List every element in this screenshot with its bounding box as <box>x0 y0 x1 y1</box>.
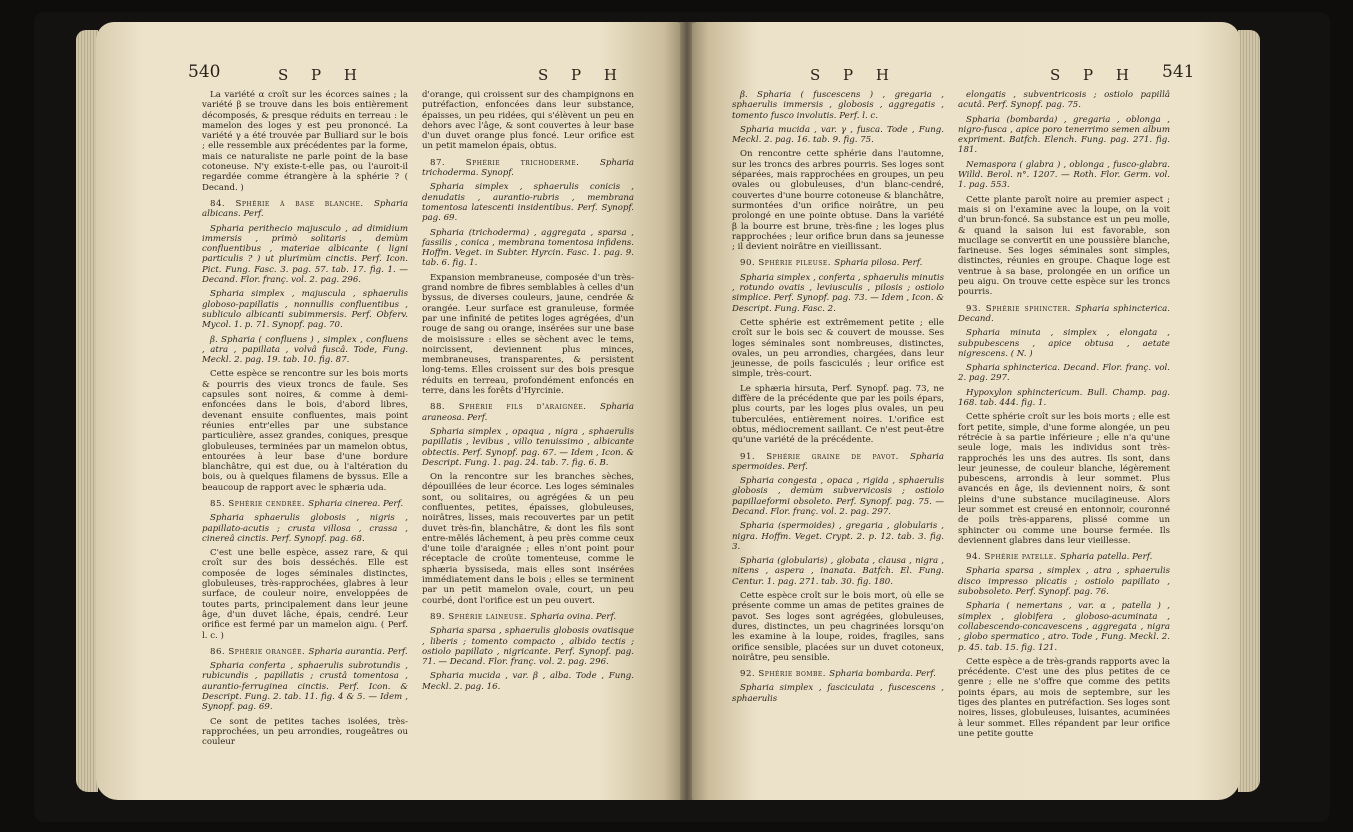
latin-binomial: Spharia trichoderma. Synopf. <box>422 157 634 179</box>
species-name: 88. Sphérie fils d'araignée. <box>430 402 600 413</box>
latin-description: Spharia (spermoides) , gregaria , globularis , nigra. Hoffm. Veget. Crypt. 2. p. 12. tab. 3. fig. 3. <box>732 521 944 552</box>
latin-binomial: Spharia spermoides. Perf. <box>732 451 944 472</box>
latin-description: Spharia sphaerulis globosis , nigris , papillato-acutis ; crusta villosa , crassa , cinereâ cinctis. Perf. Synopf. pag. 68. <box>202 513 408 544</box>
species-entry-heading <box>202 499 408 509</box>
description-paragraph: d'orange, qui croissent sur des champignons en putréfaction, enfoncées dans leur substance, épaisses, un peu ridées, qui s'élèvent un peu en dehors avec l'âge, & sont couvertes à leur base d'un duvet orange plus foncé. Leur orifice est un petit mamelon épais, obtus. <box>422 90 634 152</box>
left-page-column-1 <box>202 90 408 752</box>
description-paragraph: Cette espèce se rencontre sur les bois morts & pourris des vieux troncs de faule. Ses capsules sont noires, & comme à demi-enfoncées dans le bois, d'abord libres, devenant ensuite confluentes, mais point réunies entr'elles par une substance particulière, assez grandes, coniques, presque globuleuses, terminées par un mamelon obtus, entourées à leur base d'une bordure blanchâtre, qui est due, ou à l'altération du bois, ou à quelques filamens de byssus. Elle a beaucoup de rapport avec le sphæria uda. <box>202 369 408 493</box>
description-paragraph: C'est une belle espèce, assez rare, & qui croît sur des bois desséchés. Elle est composée de loges séminales distinctes, globuleuses, très-rapprochées, glabres à leur surface, de couleur noire, enveloppées de toutes parts, principalement dans leur jeune âge, d'un duvet lâche, épais, cendré. Leur orifice est fermé par un mamelon aigu. ( Perf. l. c. ) <box>202 548 408 641</box>
latin-description: elongatis , subventricosis ; ostiolo papillâ acutâ. Perf. Synopf. pag. 75. <box>958 90 1170 111</box>
description-paragraph: Cette sphérie est extrêmement petite ; elle croît sur le bois sec & couvert de mousse. Ses loges séminales sont nombreuses, distinctes, ovales, un peu arrondies, chargées, dans leur jeunesse, de poils fasciculés ; leur orifice est simple, très-court. <box>732 317 944 380</box>
species-name: 91. Sphérie graine de pavot. <box>740 451 910 462</box>
latin-description: Spharia sphincterica. Decand. Flor. franç. vol. 2. pag. 297. <box>958 363 1170 384</box>
species-name: 86. Sphérie orangée. <box>210 646 309 657</box>
left-page-edge <box>76 30 98 792</box>
description-paragraph: Cette espèce croît sur le bois mort, où elle se présente comme un amas de petites graines de pavot. Ses loges sont agrégées, globuleuses, dures, distinctes, un peu chagrinées lorsqu'on les examine à la loupe, roides, fragiles, sans orifice sensible, placées sur un duvet cotoneux, noirâtre, peu sensible. <box>732 591 944 663</box>
latin-description: Hypoxylon sphinctericum. Bull. Champ. pag. 168. tab. 444. fig. 1. <box>958 387 1170 409</box>
running-head-left-col1: S P H <box>278 66 366 84</box>
latin-binomial: Spharia cinerea. Perf. <box>308 498 404 509</box>
species-name: 85. Sphérie cendrée. <box>210 498 309 509</box>
page-number-left: 540 <box>188 62 221 82</box>
species-entry-heading <box>202 199 408 220</box>
right-page-column-1 <box>732 90 944 708</box>
description-paragraph: La variété α croît sur les écorces saines ; la variété β se trouve dans les bois entièrement décomposés, & presque réduits en terreau : le mamelon des loges y est peu prononcé. La variété γ a été trouvée par Bulliard sur le bois ; elle ressemble aux précédentes par la forme, mais ce naturaliste ne parle point de la base cotoneuse. N'y existe-t-elle pas, ou l'auroit-il regardée comme étrangère à la sphérie ? ( Decand. ) <box>202 90 408 193</box>
latin-description: β. Spharia ( confluens ) , simplex , confluens , atra , papillata , volvâ fuscâ. Tode, Fung. Meckl. 2. pag. 19. tab. 10. fig. 87. <box>202 334 408 366</box>
left-page-column-2 <box>422 90 634 696</box>
right-page <box>692 22 1240 800</box>
species-entry-heading <box>732 669 944 679</box>
species-name: 94. Sphérie patelle. <box>966 552 1061 563</box>
latin-description: Spharia sparsa , simplex , atra , sphaerulis disco impresso plicatis ; ostiolo papillato , subobsoleto. Perf. Synopf. pag. 76. <box>958 566 1170 598</box>
latin-binomial: Spharia ovina. Perf. <box>530 611 617 622</box>
species-name: 89. Sphérie laineuse. <box>430 611 531 622</box>
latin-description: Spharia (globularis) , globata , clausa , nigra , nitens , aspera , inanata. Batfch. El. Fung. Centur. 1. pag. 271. tab. 30. fig. 180. <box>732 556 944 587</box>
latin-binomial: Spharia pilosa. Perf. <box>834 258 923 269</box>
latin-binomial: Spharia sphincterica. Decand. <box>958 303 1171 324</box>
species-name: 87. Sphérie trichoderme. <box>430 157 600 168</box>
page-number-right: 541 <box>1162 62 1195 82</box>
latin-description: Spharia simplex , majuscula , sphaerulis globoso-papillatis , nonnullis confluentibus , subliculo albicanti subimmersis. Perf. Obferv. Mycol. 1. p. 71. Synopf. pag. 70. <box>202 289 408 331</box>
latin-description: Spharia (trichoderma) , aggregata , sparsa , fassilis , conica , membrana tomentosa infidens. Hoffm. Veget. in Subter. Hyrcin. Fasc. 1. pag. 9. tab. 6. fig. 1. <box>422 227 634 269</box>
latin-description: Spharia mucida , var. γ , fusca. Tode , Fung. Meckl. 2. pag. 16. tab. 9. fig. 75. <box>732 124 944 146</box>
latin-description: Spharia sparsa , sphaerulis globosis ovatisque , liberis ; tomento compacto , albido tectis ; ostiolo papillato , nigricante. Perf. Synopf. pag. 71. — Decand. Flor. franç. vol. 2. pag. 296. <box>422 626 634 668</box>
latin-binomial: Spharia patella. Perf. <box>1060 552 1153 563</box>
latin-description: Spharia simplex , conferta , sphaerulis minutis , rotundo ovatis , leviusculis , pilosis ; ostiolo simplice. Perf. Synopf. pag. 73. — Idem , Icon. & Descript. Fung. Fasc. 2. <box>732 272 944 314</box>
latin-description: Spharia ( nemertans , var. α , patella ) , simplex , globifera , globoso-acuminata , collabescendo-concavescens , aggregata , nigra , globo spermatico , atro. Tode , Fung. Meckl. 2. p. 45. tab. 15. fig. 121. <box>958 601 1170 653</box>
latin-description: Spharia (bombarda) , gregaria , oblonga , nigro-fusca , apice poro tenerrimo semen album expriment. Batfch. Elench. Fung. pag. 271. fig. 181. <box>958 114 1170 156</box>
description-paragraph: Cette sphérie croît sur les bois morts ; elle est fort petite, simple, d'une forme alongée, un peu rétrécie à sa partie inférieure ; elle n'a qu'une seule loge, mais les individus sont très-rapprochés les uns des autres. Ils sont, dans leur jeunesse, de couleur blanche, légèrement pubescens, arrondis à leur sommet. Plus avancés en âge, ils deviennent noirs, & sont pleins d'une substance mucilagineuse. Alors leur sommet est creusé en entonnoir, couronné de poils très-apparens, plissé comme un sphincter ou comme une bourse fermée. Ils deviennent glabres dans leur vieillesse. <box>958 412 1170 546</box>
latin-description: Spharia perithecio majusculo , ad dimidium immersis , primò solitaris , demùm confluentibus , materiae albicante ( ligni particulis ? ) ut plurimùm cinctis. Perf. Icon. Pict. Fung. Fasc. 3. pag. 57. tab. 17. fig. 1. — Decand. Flor. franç. vol. 2. pag. 296. <box>202 223 408 286</box>
description-paragraph: Cette plante paroît noire au premier aspect ; mais si on l'examine avec la loupe, on la voit d'un brun-foncé. Sa substance est un peu molle, & quand la saison lui est favorable, son mucilage se convertit en une poussière blanche, farineuse. Ses loges séminales sont simples, distinctes, réunies en groupe. Chaque loge est ventrue à sa base, prolongée en un orifice un peu aigu. On trouve cette espèce sur les troncs pourris. <box>958 194 1170 298</box>
description-paragraph: Ce sont de petites taches isolées, très-rapprochées, un peu arrondies, rougeâtres ou couleur <box>202 716 408 748</box>
species-entry-heading <box>422 612 634 622</box>
right-page-column-2 <box>958 90 1170 743</box>
running-head-left-col2: S P H <box>538 66 626 84</box>
description-paragraph: On rencontre cette sphérie dans l'automne, sur les troncs des arbres pourris. Ses loges sont séparées, mais rapprochées en groupes, un peu ovales ou globuleuses, d'un blanc-cendré, couvertes d'une bourre cotoneuse & blanchâtre, surmontées d'un orifice noirâtre, un peu prolongé en une pointe obtuse. Dans la variété β la bourre est brune, très-fine ; les loges plus rapprochées ; leur orifice brun dans sa jeunesse ; il devient noirâtre en vieillissant. <box>732 149 944 253</box>
species-entry-heading <box>958 552 1170 562</box>
running-head-right-col2: S P H <box>1050 66 1138 84</box>
description-paragraph: Le sphæria hirsuta, Perf. Synopf. pag. 73, ne diffère de la précédente que par les poils épars, plus courts, par les loges plus ovales, un peu tuberculées, entièrement noires. L'orifice est obtus, médiocrement saillant. Ce n'est peut-être qu'une variété de la précédente. <box>732 383 944 446</box>
latin-description: Spharia conferta , sphaerulis subrotundis , rubicundis , papillatis ; crustâ tomentosa , aurantio-ferruginea cinctis. Perf. Icon. & Descript. Fung. 2. tab. 11. fig. 4 & 5. — Idem , Synopf. pag. 69. <box>202 661 408 713</box>
species-entry-heading <box>732 258 944 268</box>
latin-description: Spharia simplex , fasciculata , fuscescens , sphaerulis <box>732 683 944 704</box>
latin-description: Spharia simplex , opaqua , nigra , sphaerulis papillatis , levibus , villo tenuissimo , albicante obtectis. Perf. Synopf. pag. 67. — Idem , Icon. & Descript. Fung. 1. pag. 24. tab. 7. fig. 6. B. <box>422 426 634 468</box>
species-entry-heading <box>732 452 944 473</box>
species-entry-heading <box>958 304 1170 325</box>
latin-description: Nemaspora ( glabra ) , oblonga , fusco-glabra. Willd. Berol. n°. 1207. — Roth. Flor. Germ. vol. 1. pag. 553. <box>958 159 1170 191</box>
right-page-edge <box>1238 30 1260 792</box>
left-page <box>96 22 682 800</box>
latin-description: Spharia congesta , opaca , rigida , sphaerulis globosis , demùm subvervicosis ; ostiolo papillaeformi obsoleto. Perf. Synopf. pag. 75. — Decand. Flor. franç. vol. 2. pag. 297. <box>732 476 944 517</box>
latin-description: Spharia mucida , var. β , alba. Tode , Fung. Meckl. 2. pag. 16. <box>422 671 634 692</box>
species-name: 92. Sphérie bombe. <box>740 669 830 680</box>
latin-binomial: Spharia albicans. Perf. <box>202 198 408 220</box>
description-paragraph: Expansion membraneuse, composée d'un très-grand nombre de fibres semblables à celles d'un byssus, de diverses couleurs, jaune, cendrée & orangée. Leur surface est granuleuse, formée par une infinité de petites loges agrégées, d'un rouge de sang ou orange, insérées sur une base de moisissure : elles se sèchent avec le tems, noircissent, deviennent plus minces, membraneuses, transparentes, & persistent long-tems. Elles croissent sur des bois presque réduits en terreau, profondément enfoncés en terre, dans les forêts d'Hyrcinie. <box>422 272 634 397</box>
species-entry-heading <box>422 158 634 179</box>
description-paragraph: Cette espèce a de très-grands rapports avec la précédente. C'est une des plus petites de ce genre ; elle ne s'offre que comme des petits points épars, au mois de septembre, sur les tiges des plantes en putréfaction. Ses loges sont noires, lisses, globuleuses, luisantes, acuminées à leur sommet. Elles répandent par leur orifice une petite goutte <box>958 656 1170 739</box>
latin-binomial: Spharia aurantia. Perf. <box>308 646 408 657</box>
species-entry-heading <box>202 647 408 657</box>
latin-binomial: Spharia bombarda. Perf. <box>829 669 936 680</box>
running-head-right-col1: S P H <box>810 66 898 84</box>
latin-description: β. Spharia ( fuscescens ) , gregaria , sphaerulis immersis , globosis , aggregatis , tomento fusco involutis. Perf. l. c. <box>732 90 944 121</box>
species-name: 84. Sphérie à base blanche. <box>210 198 374 209</box>
latin-description: Spharia simplex , sphaerulis conicis , denudatis , aurantio-rubris , membrana tomentosa latescenti insidentibus. Perf. Synopf. pag. 69. <box>422 182 634 224</box>
latin-binomial: Spharia araneosa. Perf. <box>422 402 634 423</box>
species-entry-heading <box>422 402 634 423</box>
latin-description: Spharia minuta , simplex , elongata , subpubescens , apice obtusa , aetate nigrescens. ( N. ) <box>958 328 1170 359</box>
description-paragraph: On la rencontre sur les branches sèches, dépouillées de leur écorce. Les loges séminales sont, ou solitaires, ou agrégées & un peu confluentes, petites, épaisses, globuleuses, noirâtres, lisses, mais recouvertes par un petit duvet très-fin, blanchâtre, & dont les fils sont entre-mêlés lâchement, à peu près comme ceux d'une toile d'araignée ; elles n'ont point pour réceptacle de croûte tomenteuse, comme le sphæria byssiseda, mais elles sont insérées immédiatement dans le bois ; elles se terminent par un petit mamelon ovale, court, un peu courbé, dont l'orifice est un peu ouvert. <box>422 472 634 606</box>
species-name: 93. Sphérie sphincter. <box>966 303 1076 314</box>
species-name: 90. Sphérie pileuse. <box>740 258 835 269</box>
